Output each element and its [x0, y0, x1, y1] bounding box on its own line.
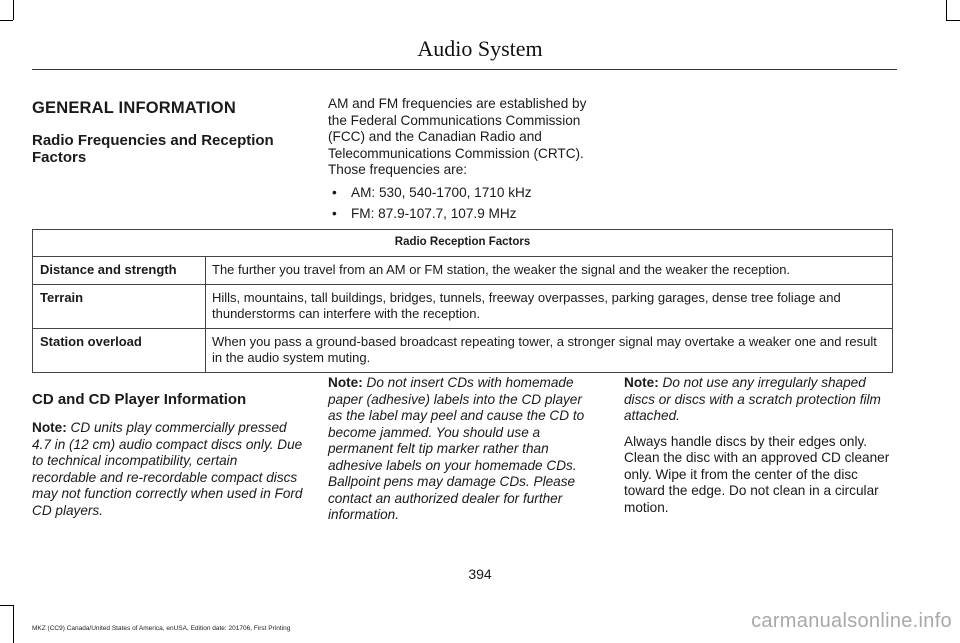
frequency-am: AM: 530, 540-1700, 1710 kHz: [351, 184, 532, 200]
watermark: carmanualsonline.info: [751, 610, 952, 632]
footer-edition-info: MKZ (CC9) Canada/United States of America, enUSA, Edition date: 201706, First Printing: [32, 625, 291, 632]
note-label: Note:: [624, 375, 659, 390]
table-row: [33, 328, 893, 372]
note-3: [624, 375, 896, 425]
section-title: GENERAL INFORMATION: [32, 99, 236, 117]
note-1-text: CD units play commercially pressed 4.7 in (12 cm) audio compact discs only. Due to technical incompatibility, certain recordable and re-recordable compact discs may not function correctly when used in Ford CD players.: [32, 420, 303, 518]
effect-cell: The further you travel from an AM or FM station, the weaker the signal and the weaker the reception.: [206, 257, 893, 285]
frequency-fm: FM: 87.9-107.7, 107.9 MHz: [351, 206, 517, 221]
table-row: [33, 257, 893, 285]
reception-factors-table: [32, 229, 893, 373]
crop-mark: [946, 20, 960, 21]
table-header-row: [33, 230, 893, 257]
disc-handling-text: Always handle discs by their edges only. Clean the disc with an approved CD cleaner only. Wipe it from the center of the disc toward the edge. Do not clean in a circular motion.: [624, 433, 890, 515]
crop-mark: [0, 20, 13, 21]
note-1: [32, 420, 304, 519]
list-item: [328, 206, 603, 223]
note-2: [328, 375, 600, 524]
bullet: •: [332, 184, 337, 200]
list-item: [328, 185, 603, 202]
effect-cell: Hills, mountains, tall buildings, bridges, tunnels, freeway overpasses, parking garages, dense tree foliage and thunderstorms can interfere with the reception.: [206, 284, 893, 328]
note-3-text: Do not use any irregularly shaped discs or discs with a scratch protection film attached.: [624, 375, 881, 423]
cd-left-column: [32, 391, 304, 519]
cd-section-title: CD and CD Player Information: [32, 391, 247, 408]
crop-mark: [13, 0, 14, 20]
effect-cell: When you pass a ground-based broadcast repeating tower, a stronger signal may overtake a weaker one and result in the audio system muting.: [206, 328, 893, 372]
frequency-intro: AM and FM frequencies are established by the Federal Communications Commission (FCC) and the Canadian Radio and Telecommunications Commission (CRTC). Those frequencies are:: [328, 96, 587, 177]
note-2-text: Do not insert CDs with homemade paper (adhesive) labels into the CD player as the label may peel and cause the CD to become jammed. You should use a permanent felt tip marker rather than adhesive labels on your homemade CDs. Ballpoint pens may damage CDs. Please contact an authorized dealer for further information.: [328, 375, 585, 522]
cd-right-column: [624, 375, 896, 516]
page-header-title: Audio System: [417, 36, 543, 61]
table-row: [33, 284, 893, 328]
factor-cell: Distance and strength: [33, 257, 206, 285]
left-column: [32, 99, 302, 166]
page-number: 394: [468, 566, 492, 582]
factor-cell: Station overload: [33, 328, 206, 372]
bullet: •: [332, 206, 337, 221]
note-label: Note:: [32, 420, 67, 435]
crop-mark: [946, 0, 947, 20]
header-divider: [32, 69, 897, 70]
table-title: Radio Reception Factors: [33, 230, 893, 257]
cd-middle-column: [328, 375, 600, 524]
note-label: Note:: [328, 375, 363, 390]
factor-cell: Terrain: [33, 284, 206, 328]
crop-mark: [13, 605, 14, 643]
middle-column: [328, 96, 603, 223]
subsection-title: Radio Frequencies and Reception Factors: [32, 132, 274, 166]
crop-mark: [0, 605, 13, 606]
frequency-list: [328, 185, 603, 223]
